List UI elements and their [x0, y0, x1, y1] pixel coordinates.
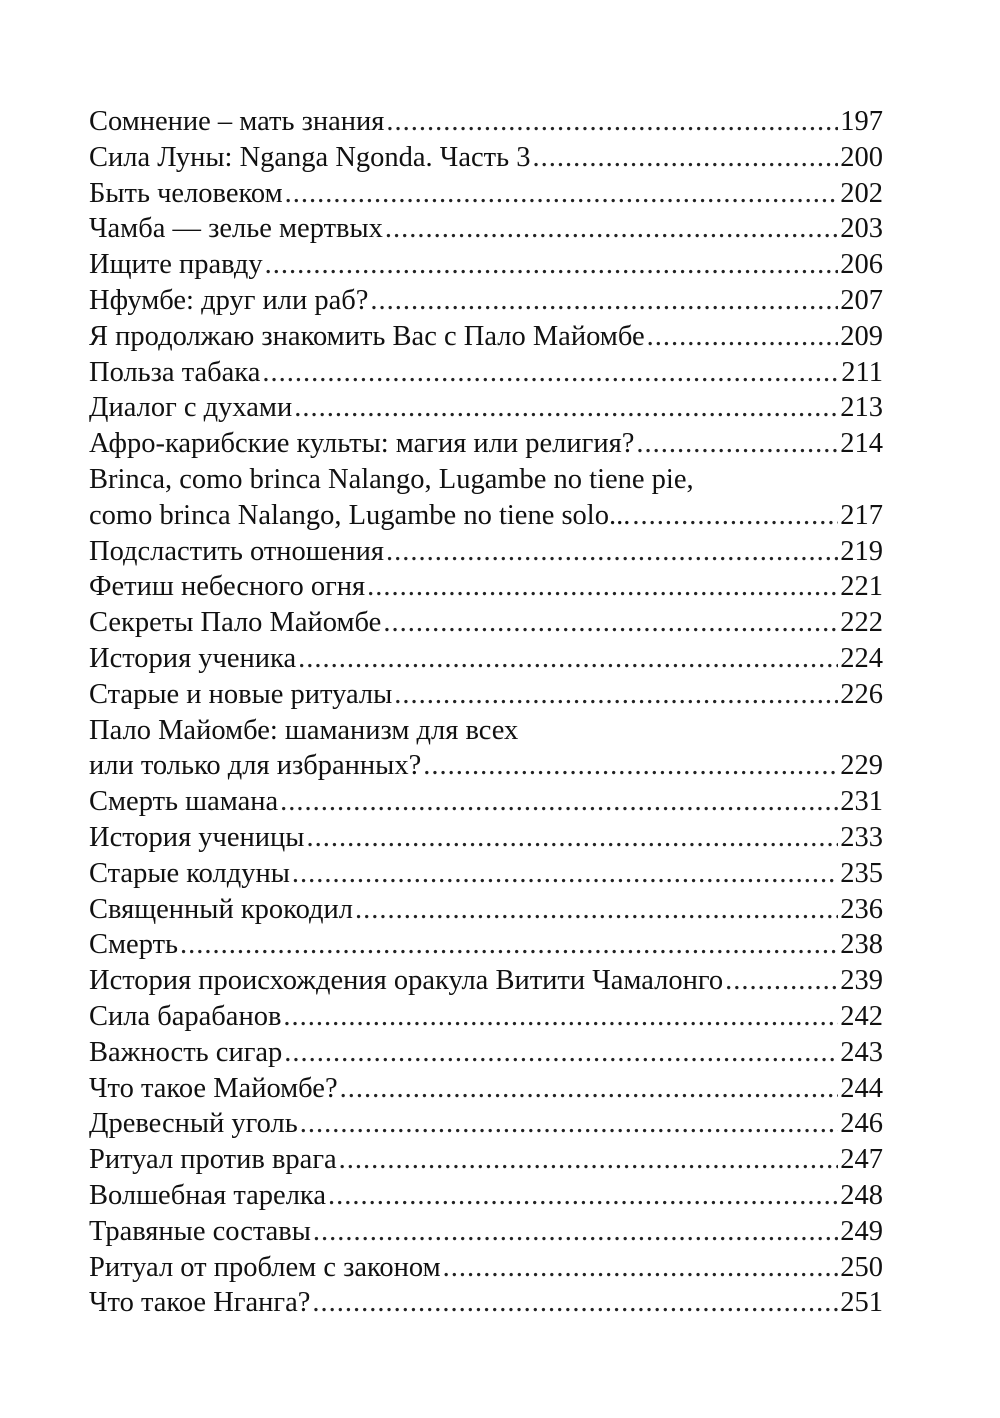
- toc-page-number: 206: [840, 249, 883, 281]
- toc-title: Ищите правду: [89, 249, 263, 281]
- toc-page-number: 207: [840, 284, 883, 316]
- dot-leader: [383, 605, 838, 641]
- toc-title: Важность сигар: [89, 1036, 283, 1068]
- toc-title: Что такое Нганга?: [89, 1287, 311, 1319]
- toc-title: Ритуал против врага: [89, 1144, 337, 1176]
- toc-title: Волшебная тарелка: [89, 1179, 326, 1211]
- toc-page-number: 211: [841, 356, 883, 388]
- toc-page-number: 202: [840, 177, 883, 209]
- toc-entry: [89, 1071, 883, 1107]
- toc-entry: [89, 283, 883, 319]
- toc-page-number: 244: [840, 1072, 883, 1104]
- toc-page-number: 243: [840, 1036, 883, 1068]
- toc-entry: [89, 677, 883, 713]
- toc-line: [89, 319, 883, 355]
- toc-page-number: 238: [840, 929, 883, 961]
- dot-leader: [280, 784, 838, 820]
- toc-entry: [89, 713, 883, 785]
- dot-leader: [355, 892, 838, 928]
- dot-leader: [423, 748, 838, 784]
- toc-page-number: 229: [840, 750, 883, 782]
- dot-leader: [285, 176, 839, 212]
- toc-line: [89, 569, 883, 605]
- toc-title: Смерть: [89, 929, 179, 961]
- toc-title: Травяные составы: [89, 1215, 311, 1247]
- dot-leader: [180, 927, 838, 963]
- toc-page-number: 214: [840, 428, 883, 460]
- toc-page-number: 231: [840, 786, 883, 818]
- toc-entry: [89, 319, 883, 355]
- toc-line: [89, 1035, 883, 1071]
- toc-title: Старые колдуны: [89, 857, 290, 889]
- toc-title: Секреты Пало Майомбе: [89, 607, 382, 639]
- dot-leader: [312, 1285, 838, 1321]
- toc-entry: [89, 534, 883, 570]
- toc-entry: [89, 247, 883, 283]
- toc-line: [89, 247, 883, 283]
- toc-line: [89, 641, 883, 677]
- toc-title: или только для избранных?: [89, 750, 422, 782]
- toc-entry: [89, 1035, 883, 1071]
- toc-entry: [89, 104, 883, 140]
- dot-leader: [298, 641, 838, 677]
- toc-title: Сила Луны: Nganga Ngonda. Часть 3: [89, 141, 531, 173]
- dot-leader: [328, 1178, 838, 1214]
- toc-title: Диалог с духами: [89, 392, 293, 424]
- dot-leader: [265, 247, 839, 283]
- toc-page-number: 226: [840, 678, 883, 710]
- toc-entry: [89, 999, 883, 1035]
- dot-leader: [367, 569, 838, 605]
- toc-entry: [89, 355, 883, 391]
- toc-page-number: 251: [840, 1287, 883, 1319]
- toc-line: [89, 140, 883, 176]
- dot-leader: [385, 211, 838, 247]
- dot-leader: [532, 140, 838, 176]
- toc-title: Ритуал от проблем с законом: [89, 1251, 441, 1283]
- toc-line: [89, 963, 883, 999]
- toc-title: История ученика: [89, 642, 297, 674]
- toc-page-number: 249: [840, 1215, 883, 1247]
- toc-line: [89, 176, 883, 212]
- toc-title: Фетиш небесного огня: [89, 571, 366, 603]
- toc-line: [89, 892, 883, 928]
- toc-line: [89, 748, 883, 784]
- toc-page-number: 242: [840, 1000, 883, 1032]
- toc-line: [89, 104, 883, 140]
- dot-leader: [386, 534, 838, 570]
- toc-page-number: 236: [840, 893, 883, 925]
- toc-title: Смерть шамана: [89, 786, 279, 818]
- toc-page-number: 248: [840, 1179, 883, 1211]
- toc-page-number: 209: [840, 320, 883, 352]
- toc-title-continued-line: Brinca, como brinca Nalango, Lugambe no tiene pie,: [89, 463, 694, 495]
- toc-entry: [89, 605, 883, 641]
- toc-entry: [89, 963, 883, 999]
- toc-title: Нфумбе: друг или раб?: [89, 284, 369, 316]
- toc-page-number: 203: [840, 213, 883, 245]
- toc-line: [89, 1214, 883, 1250]
- toc-title: Старые и новые ритуалы: [89, 678, 393, 710]
- toc-entry: [89, 1142, 883, 1178]
- toc-entry: [89, 927, 883, 963]
- toc-line: [89, 856, 883, 892]
- toc-title: Сомнение – мать знания: [89, 106, 385, 137]
- toc-title: Что такое Майомбе?: [89, 1072, 338, 1104]
- toc-title: Чамба — зелье мертвых: [89, 213, 383, 245]
- toc-entry: [89, 820, 883, 856]
- toc-page-number: 247: [840, 1144, 883, 1176]
- toc-title: Сила барабанов: [89, 1000, 282, 1032]
- toc-line: [89, 605, 883, 641]
- dot-leader: [292, 856, 838, 892]
- toc-line: [89, 999, 883, 1035]
- dot-leader: [284, 1035, 838, 1071]
- toc-entry: [89, 856, 883, 892]
- toc-title-continued-line: Пало Майомбе: шаманизм для всех: [89, 714, 519, 746]
- toc-page-number: 213: [840, 392, 883, 424]
- toc-entry: [89, 1285, 883, 1321]
- toc-line: [89, 927, 883, 963]
- toc-entry: [89, 176, 883, 212]
- toc-title: Польза табака: [89, 356, 261, 388]
- toc-line: [89, 211, 883, 247]
- toc-entry: [89, 1178, 883, 1214]
- toc-line: [89, 283, 883, 319]
- dot-leader: [386, 104, 838, 140]
- toc-entry: [89, 1250, 883, 1286]
- toc-line: [89, 498, 883, 534]
- table-of-contents: [89, 104, 883, 1321]
- dot-leader: [262, 355, 839, 391]
- toc-page-number: 224: [840, 642, 883, 674]
- toc-line: [89, 1250, 883, 1286]
- toc-line: [89, 677, 883, 713]
- dot-leader: [283, 999, 838, 1035]
- toc-line: [89, 534, 883, 570]
- toc-line: [89, 1178, 883, 1214]
- toc-entry: [89, 641, 883, 677]
- toc-page-number: 197: [840, 106, 883, 137]
- toc-page-number: 246: [840, 1108, 883, 1140]
- toc-entry: [89, 784, 883, 820]
- toc-entry: [89, 1106, 883, 1142]
- toc-title: Афро-карибские культы: магия или религия?: [89, 428, 635, 460]
- dot-leader: [647, 319, 839, 355]
- dot-leader: [443, 1250, 839, 1286]
- toc-page-number: 200: [840, 141, 883, 173]
- toc-title: История ученицы: [89, 821, 305, 853]
- toc-title: История происхождения оракула Витити Чамалонго: [89, 965, 724, 997]
- toc-page-number: 235: [840, 857, 883, 889]
- toc-entry: [89, 426, 883, 462]
- dot-leader: [306, 820, 838, 856]
- toc-title: como brinca Nalango, Lugambe no tiene solo...: [89, 499, 631, 531]
- toc-line: [89, 820, 883, 856]
- toc-title: Быть человеком: [89, 177, 283, 209]
- toc-line: [89, 355, 883, 391]
- toc-entry: [89, 140, 883, 176]
- dot-leader: [340, 1071, 839, 1107]
- dot-leader: [394, 677, 838, 713]
- dot-leader: [339, 1142, 839, 1178]
- dot-leader: [725, 963, 838, 999]
- toc-entry: [89, 892, 883, 928]
- toc-page-number: 222: [840, 607, 883, 639]
- dot-leader: [632, 498, 838, 534]
- toc-page-number: 221: [840, 571, 883, 603]
- toc-entry: [89, 569, 883, 605]
- toc-line: [89, 426, 883, 462]
- toc-page-number: 233: [840, 821, 883, 853]
- toc-title: Древесный уголь: [89, 1108, 298, 1140]
- dot-leader: [636, 426, 838, 462]
- toc-page-number: 219: [840, 535, 883, 567]
- dot-leader: [313, 1214, 838, 1250]
- toc-line: [89, 1071, 883, 1107]
- toc-page-number: 239: [840, 965, 883, 997]
- toc-line: [89, 1285, 883, 1321]
- toc-title: Я продолжаю знакомить Вас с Пало Майомбе: [89, 320, 645, 352]
- dot-leader: [370, 283, 838, 319]
- dot-leader: [294, 390, 838, 426]
- toc-line: [89, 784, 883, 820]
- toc-line: [89, 390, 883, 426]
- toc-title: Подсластить отношения: [89, 535, 385, 567]
- dot-leader: [300, 1106, 839, 1142]
- toc-line: [89, 1106, 883, 1142]
- toc-entry: [89, 211, 883, 247]
- toc-entry: [89, 1214, 883, 1250]
- toc-title: Священный крокодил: [89, 893, 353, 925]
- toc-entry: [89, 390, 883, 426]
- toc-page-number: 250: [840, 1251, 883, 1283]
- toc-entry: [89, 462, 883, 534]
- toc-line: [89, 1142, 883, 1178]
- toc-page-number: 217: [840, 499, 883, 531]
